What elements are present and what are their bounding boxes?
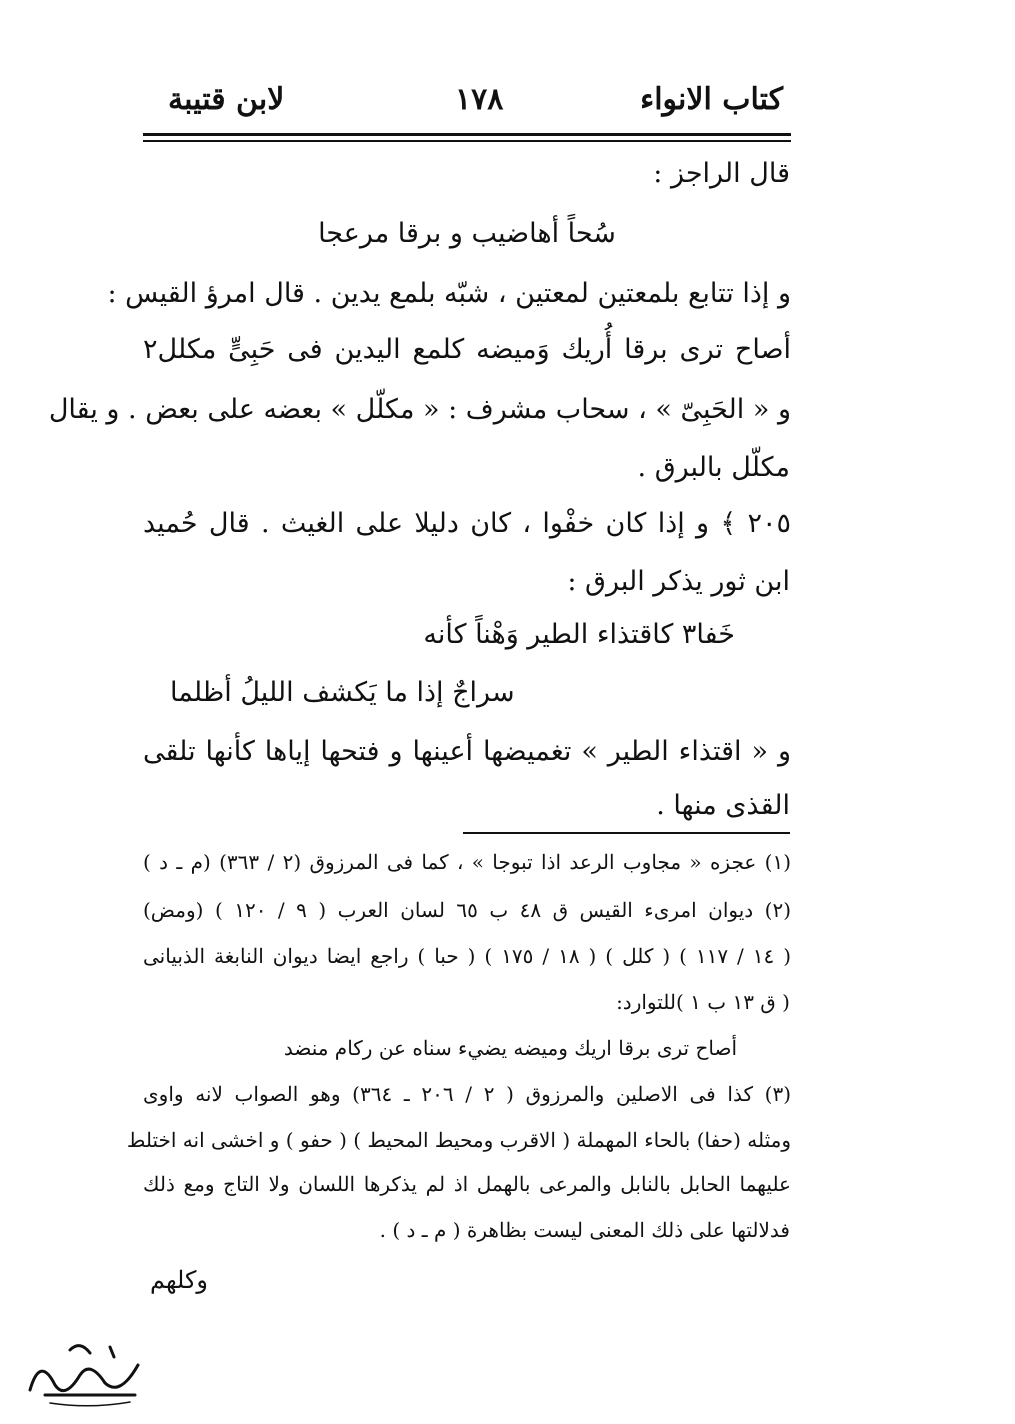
footnote-line-8: فدلالتها على ذلك المعنى ليست بظاهرة ( م ـ د ) . (379, 1218, 790, 1242)
header-rule-thick (143, 133, 791, 136)
verse-line-4: سراجٌ إذا ما يَكشف الليلُ أظلما (170, 677, 515, 708)
footnote-line-1: (١) عجزه « مجاوب الرعد اذا تبوجا » ، كما فى المرزوق (٢ / ٣٦٣) (م ـ د ) (143, 850, 792, 874)
footnote-line-3: ( ١٤ / ١١٧ ) ( كلل ) ( ١٨ / ١٧٥ ) ( حبا ) راجع ايضا ديوان النابغة الذبيانى (143, 944, 792, 968)
header-rule-thin (143, 140, 791, 142)
body-line-8: القذى منها . (656, 790, 790, 821)
footnote-line-2: (٢) ديوان امرىء القيس ق ٤٨ ب ٦٥ لسان العرب ( ٩ / ١٢٠ ) (ومض) (143, 898, 792, 922)
footnote-rule (463, 832, 790, 834)
body-line-7: و « اقتذاء الطير » تغميضها أعينها و فتحها إياها كأنها تلقى (143, 736, 791, 767)
body-line-5: ٢٠٥ ﴾ و إذا كان خفْوا ، كان دليلا على الغيث . قال حُميد (143, 508, 791, 539)
body-line-6: ابن ثور يذكر البرق : (567, 566, 790, 597)
verse-line-1: سُحاً أهاضيب و برقا مرعجا (318, 218, 616, 249)
author-header: لابن قتيبة (168, 82, 285, 117)
verse-line-2: أصاح ترى برقا أُريك وَميضه كلمع اليدين فى حَبِىٍّ مكلل٢ (143, 334, 791, 365)
body-line-1: قال الراجز : (653, 158, 790, 189)
footnote-line-4: ( ق ١٣ ب ١ )للتوارد: (616, 990, 790, 1014)
book-title-header: كتاب الانواء (640, 82, 783, 117)
catchword: وكلهم (150, 1266, 208, 1294)
body-line-2: و إذا تتابع بلمعتين لمعتين ، شبّه بلمع يدين . قال امرؤ القيس : (107, 278, 791, 309)
body-line-3: و « الحَبِىّ » ، سحاب مشرف : « مكلّل » بعضه على بعض . و يقال (48, 394, 791, 425)
footnote-line-6: ومثله (حفا) بالحاء المهملة ( الاقرب ومحيط المحيط ) ( حفو ) و اخشى انه اختلط (126, 1128, 791, 1152)
footnote-line-7: عليهما الحابل بالنابل والمرعى بالهمل اذ لم يذكرها اللسان ولا التاج ومع ذلك (143, 1172, 791, 1196)
body-line-4: مكلّل بالبرق . (637, 452, 790, 483)
calligraphy-stamp-logo (10, 1335, 160, 1410)
footnote-line-5: (٣) كذا فى الاصلين والمرزوق ( ٢ / ٢٠٦ ـ ٣٦٤) وهو الصواب لانه واوى (143, 1082, 792, 1106)
page-number: ١٧٨ (455, 82, 504, 117)
footnote-verse: أصاح ترى برقا اريك وميضه يضيء سناه عن ركام منضد (283, 1036, 737, 1060)
verse-line-3: خَفا٣ كاقتذاء الطير وَهْناً كأنه (423, 619, 735, 650)
